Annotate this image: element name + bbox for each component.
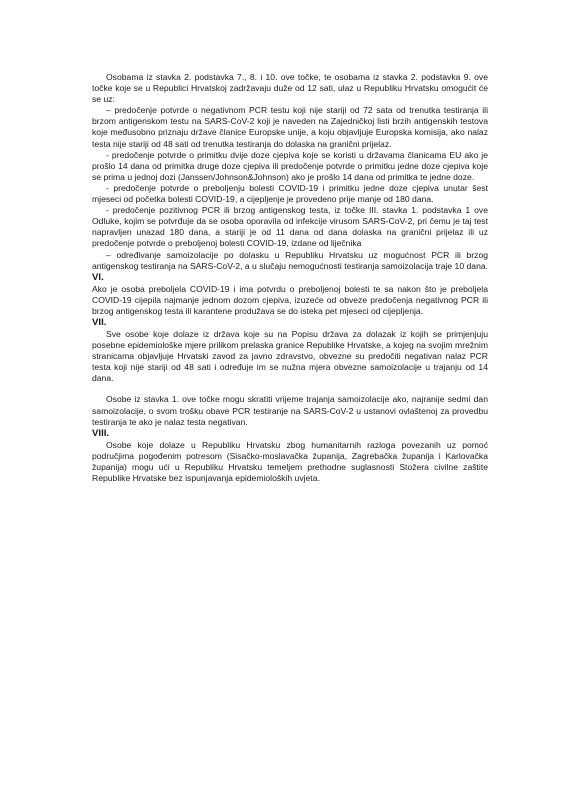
section-vii-paragraph-1: Sve osobe koje dolaze iz država koje su na Popisu država za dolazak iz kojih se primjenjuju posebne epidemiološke mjere prilikom prelaska granice Republike Hrvatske, a kojeg na svojim mrežnim stranicama objavljuje Hrvatski zavod za javno zdravstvo, obvezne su predočiti negativan nalaz PCR testa koji nije stariji od 48 sati i određuje im se nužna mjera obvezne samoizolacije u trajanju od 14 dana. [92, 328, 488, 384]
section-heading-vi: VI. [92, 271, 104, 283]
list-item-two-doses: - predočenje potvrde o primitku dvije doze cjepiva koje se koristi u državama članicama EU ako je prošlo 14 dana od primitka druge doze cjepiva ili predočenje potvrde o primitku jedne doze cjepiva koje se prima u jednoj dozi (Janssen/Johnson&Johnson) ako je prošlo 14 dana od primitka te jedne doze. [92, 149, 488, 182]
list-item-positive-test: - predočenje pozitivnog PCR ili brzog antigenskog testa, iz točke III. stavka 1. podstavka 1 ove Odluke, kojim se potvrđuje da se osoba oporavila od infekcije virusom SARS-CoV-2, pri čemu je taj test napravljen unazad 180 dana, a stariji je od 11 dana od dana dolaska na granični prijelaz ili uz predočenje potvrde o preboljenoj bolesti COVID-19, izdane od liječnika [92, 205, 488, 249]
intro-paragraph: Osobama iz stavka 2. podstavka 7., 8. i 10. ove točke, te osobama iz stavka 2. podstavka 9. ove točke koje se u Republici Hrvatskoj zadržavaju duže od 12 sati, ulaz u Republiku Hrvatsku omogućit će se uz: [92, 72, 488, 105]
document-body [92, 72, 488, 484]
section-heading-vii: VII. [92, 316, 107, 328]
section-vi-text: Ako je osoba preboljela COVID-19 i ima potvrdu o preboljenoj bolesti te sa nakon što je preboljela COVID-19 cijepila najmanje jednom dozom cjepiva, izuzeće od obveze predočenja negativnog PCR ili brzog antigenskog testa ili karantene produžava se do isteka pet mjeseci od cijepljenja. [92, 283, 488, 316]
list-item-recovered-vaccinated: - predočenje potvrde o preboljenju bolesti COVID-19 i primitku jedne doze cjepiva unutar šest mjeseci od početka bolesti COVID-19, a cijepljenje je provedeno prije manje od 180 dana. [92, 182, 488, 205]
list-item-self-isolation: – određivanje samoizolacije po dolasku u Republiku Hrvatsku uz mogućnost PCR ili brzog antigenskog testiranja na SARS-CoV-2, a u slučaju nemogućnosti testiranja samoizolacija traje 10 dana. [92, 249, 489, 271]
list-item-negative-test: – predočenje potvrde o negativnom PCR testu koji nije stariji od 72 sata od trenutka testiranja ili brzom antigenskom testu na SARS-CoV-2 koji je naveden na Zajedničkoj listi brzih antigenskih testova koje međusobno priznaju države članice Europske unije, a koju objavljuje Europska komisija, ako nalaz testa nije stariji od 48 sati od trenutka testiranja do dolaska na granični prijelaz. [92, 105, 488, 149]
section-vii-paragraph-2: Osobe iz stavka 1. ove točke mogu skratiti vrijeme trajanja samoizolacije ako, najranije sedmi dan samoizolacije, o svom trošku obave PCR testiranje na SARS-CoV-2 u ustanovi ovlaštenoj za provedbu testiranja te ako je nalaz testa negativan. [92, 394, 488, 427]
section-viii-text: Osobe koje dolaze u Republiku Hrvatsku zbog humanitarnih razloga povezanih uz pomoć područjima pogođenim potresom (Sisačko-moslavačka županija, Zagrebačka županija i Karlovačka županija) mogu ući u Republiku Hrvatsku temeljem prethodne suglasnosti Stožera civilne zaštite Republike Hrvatske bez ispunjavanja epidemioloških uvjeta. [92, 439, 488, 483]
section-heading-viii: VIII. [92, 427, 110, 439]
